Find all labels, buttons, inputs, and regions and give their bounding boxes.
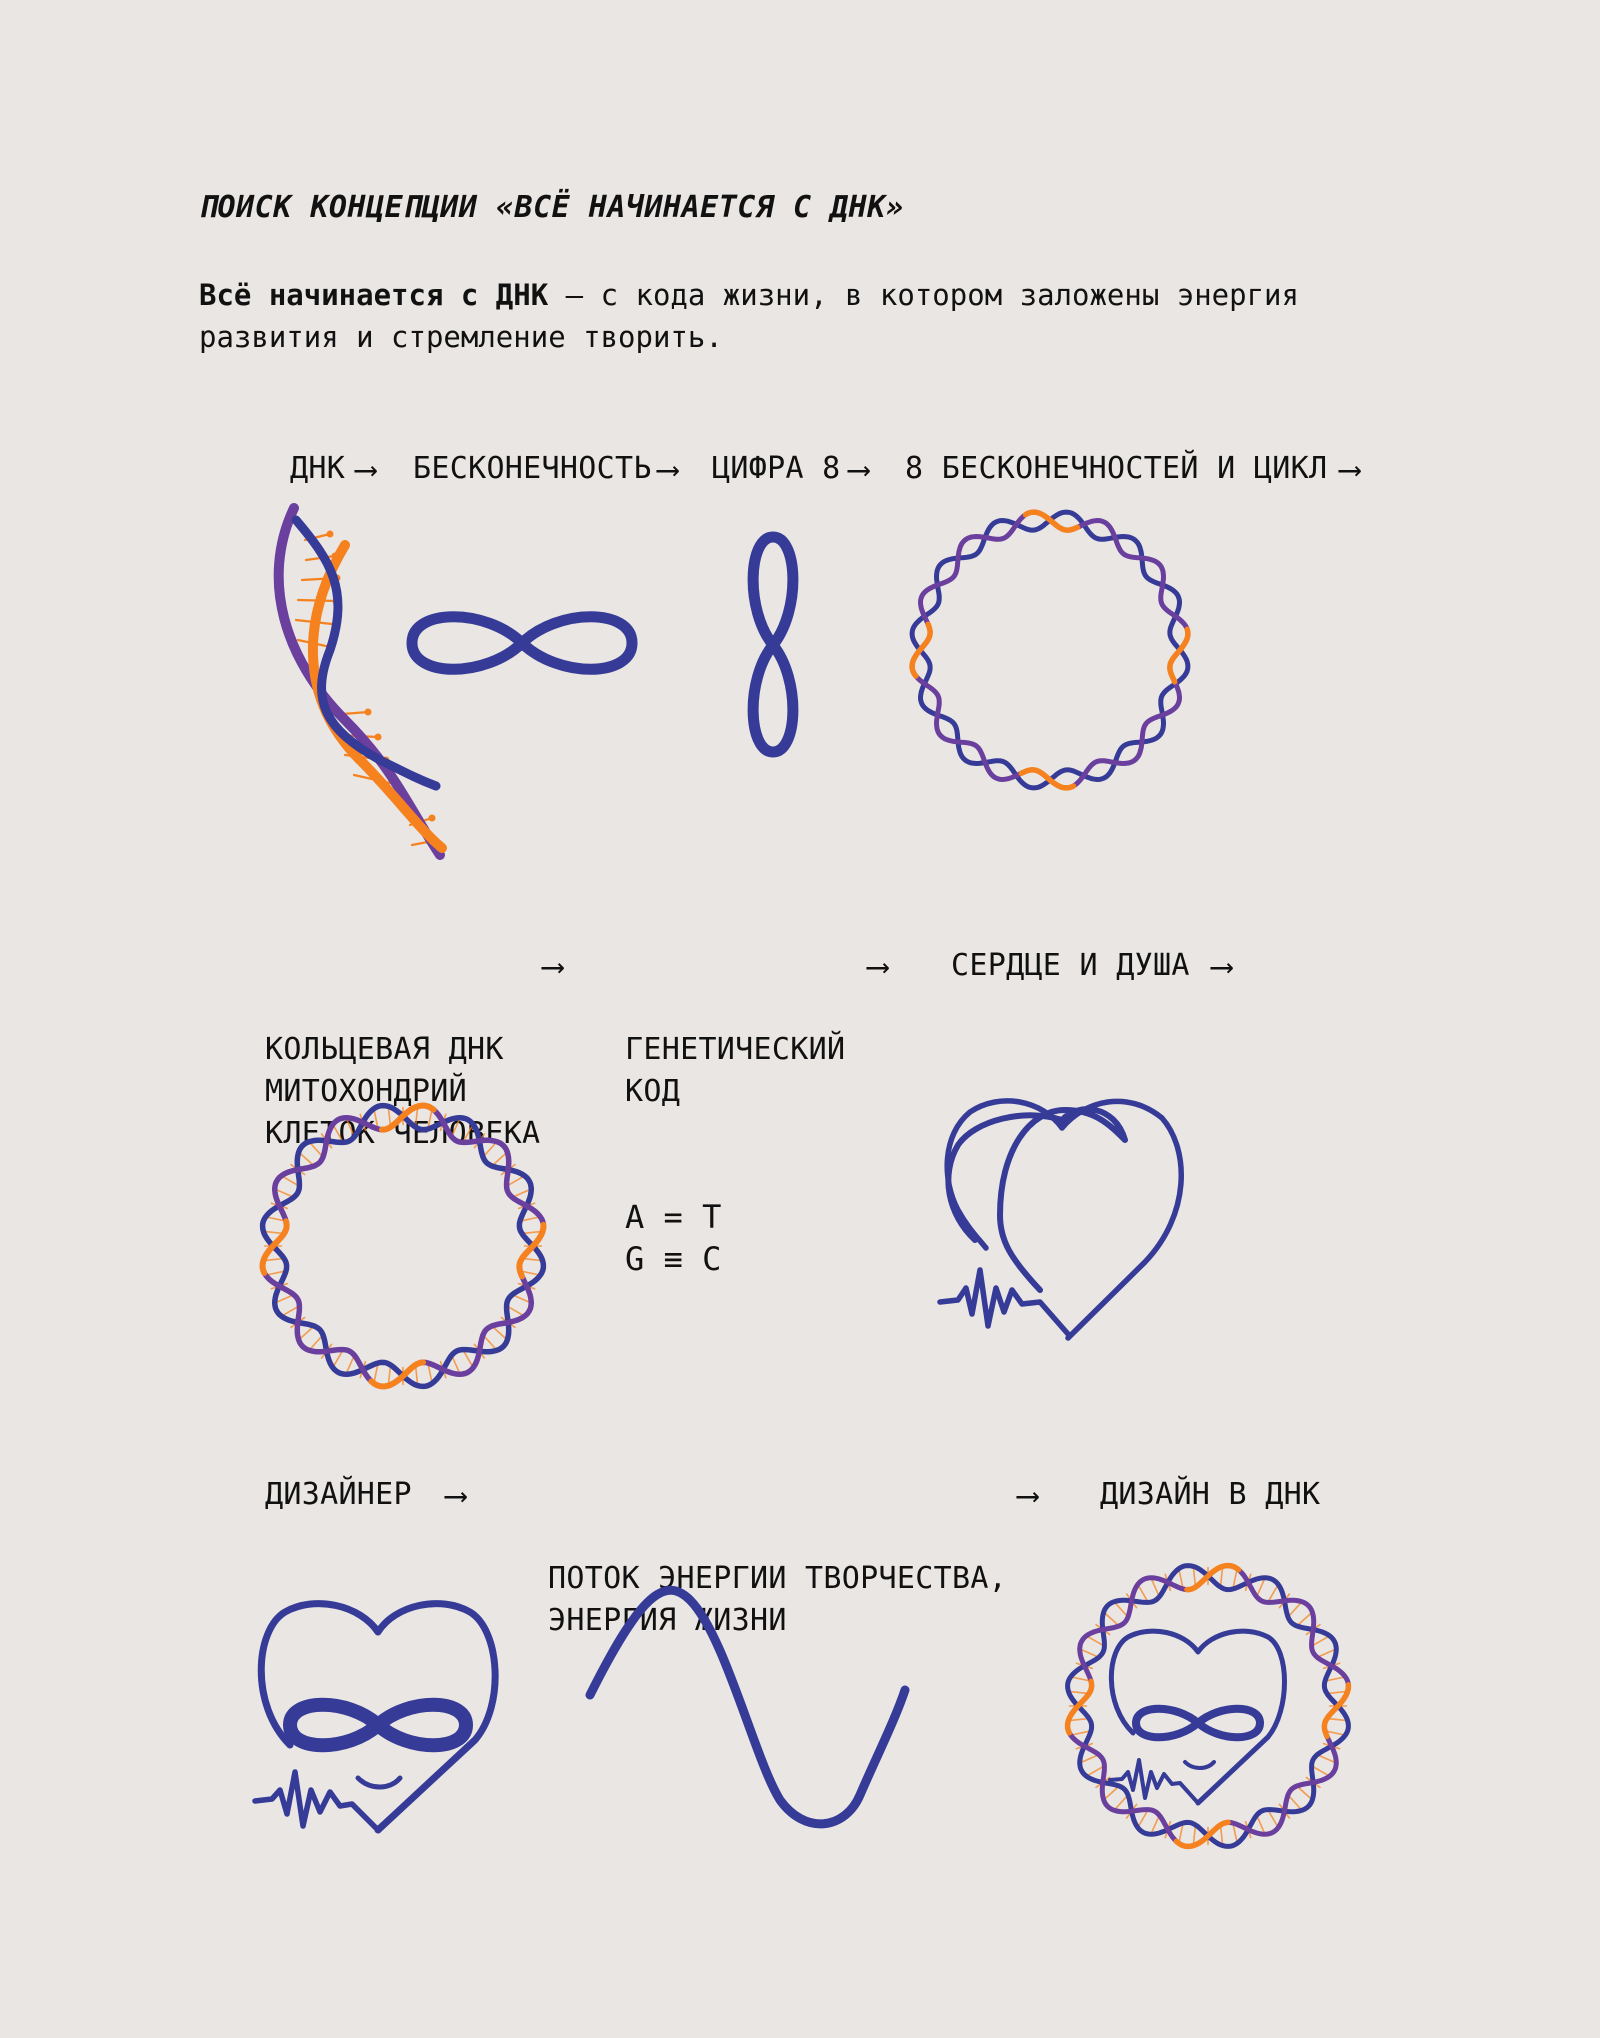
base-pair-rung (428, 1111, 431, 1127)
page-title: ПОИСК КОНЦЕПЦИИ «ВСЁ НАЧИНАЕТСЯ С ДНК» (199, 190, 905, 225)
digit-eight-icon (753, 537, 793, 752)
base-pair-rung (265, 1232, 282, 1234)
base-pair-rung (1115, 1796, 1126, 1808)
base-pair-rung (416, 1367, 418, 1384)
base-pair-rung (493, 1327, 505, 1338)
base-pair-rung (1257, 1580, 1264, 1595)
base-pair-rung (514, 1295, 529, 1302)
base-pair-rung (1329, 1719, 1346, 1721)
base-pair-rung (1221, 1827, 1223, 1844)
base-pair-rung (1082, 1755, 1097, 1762)
base-pair-rung (1070, 1719, 1087, 1721)
base-pair-rung (347, 1357, 354, 1372)
base-pair-rung (464, 1126, 472, 1141)
helix-ring-icon (912, 512, 1188, 788)
helix-strand-a (912, 512, 1188, 788)
base-pair-rung (1179, 1825, 1182, 1841)
heart-pulse-icon (948, 1109, 1125, 1290)
helix-strand-b (912, 512, 1188, 788)
base-pair-rung (1082, 1650, 1097, 1657)
base-pair-rung (464, 1351, 472, 1366)
base-pair-rung (1327, 1731, 1343, 1734)
label-dna: ДНК (290, 451, 346, 486)
helix-strand-b (263, 1106, 544, 1387)
helix-strand-b (1068, 1566, 1349, 1847)
designer-heart-icon (255, 1604, 495, 1830)
arrow-5: ⟶ (543, 947, 563, 985)
base-pair-rung (1319, 1650, 1334, 1657)
base-pair-rung (452, 1120, 459, 1135)
base-pair-rung (1070, 1692, 1087, 1694)
base-pair-rung (334, 1126, 342, 1141)
circular-dna-icon (263, 1106, 544, 1387)
base-pair-rung (1105, 1787, 1117, 1798)
label-design-in-dna: ДИЗАЙН В ДНК (1100, 1477, 1321, 1512)
base-pair-rung (277, 1295, 292, 1302)
helix-highlight (263, 1221, 287, 1273)
label-designer: ДИЗАЙНЕР (265, 1477, 412, 1512)
base-pair-rung (334, 1351, 342, 1366)
base-pair-rung (1233, 1571, 1236, 1587)
label-circular-dna: КОЛЬЦЕВАЯ ДНК МИТОХОНДРИЙ КЛЕТОК ЧЕЛОВЕКА (265, 1032, 541, 1151)
label-digit-8: ЦИФРА 8 (712, 451, 841, 486)
base-pair-rung (1105, 1613, 1117, 1624)
base-pair-rung (1088, 1637, 1103, 1645)
arrow-4: ⟶ (1340, 450, 1360, 488)
base-pair-rung (522, 1271, 538, 1274)
base-pair-rung (389, 1367, 391, 1384)
energy-wave-icon (590, 1590, 905, 1824)
helix-strand-a (263, 1106, 544, 1387)
base-pair-rung (300, 1153, 312, 1164)
arrow-1: ⟶ (356, 450, 376, 488)
base-pair-rung (1289, 1603, 1300, 1615)
base-pair-rung (1139, 1586, 1147, 1601)
base-pair-rung (283, 1177, 298, 1185)
base-pair-rung (300, 1327, 312, 1338)
infinity-icon (412, 617, 632, 670)
base-pair-rung (374, 1365, 377, 1381)
base-pair-rung (310, 1143, 321, 1155)
base-pair-rung (1088, 1767, 1103, 1775)
helix-strand-a (1068, 1566, 1349, 1847)
base-pair-rung (1269, 1586, 1277, 1601)
base-pair-rung (1194, 1568, 1196, 1585)
arrow-7: ⟶ (1212, 947, 1232, 985)
genetic-code-pairs: A = T G ≡ C (625, 1198, 722, 1278)
base-pair-rung (1139, 1811, 1147, 1826)
base-pair-rung (1289, 1796, 1300, 1808)
base-pair-rung (428, 1365, 431, 1381)
base-pair-rung (522, 1217, 538, 1220)
base-pair-rung (1194, 1827, 1196, 1844)
label-energy-flow: ПОТОК ЭНЕРГИИ ТВОРЧЕСТВА, ЭНЕРГИЯ ЖИЗНИ (548, 1561, 1008, 1638)
arrow-3: ⟶ (849, 450, 869, 488)
base-pair-rung (1179, 1571, 1182, 1587)
base-pair-rung (277, 1190, 292, 1197)
base-pair-rung (1329, 1692, 1346, 1694)
base-pair-rung (1257, 1817, 1264, 1832)
helix-highlight (912, 624, 930, 676)
base-pair-rung (283, 1307, 298, 1315)
base-pair-rung (1269, 1811, 1277, 1826)
base-pair-rung (1221, 1568, 1223, 1585)
intro-bold: Всё начинается с ДНК (199, 278, 549, 312)
helix-highlight (1068, 1681, 1092, 1733)
base-pair-rung (1298, 1787, 1310, 1798)
base-pair-rung (416, 1108, 418, 1125)
label-heart-soul: СЕРДЦЕ И ДУША (951, 948, 1190, 983)
label-infinity: БЕСКОНЕЧНОСТЬ (413, 451, 652, 486)
base-pair-rung (452, 1357, 459, 1372)
base-pair-rung (1233, 1825, 1236, 1841)
arrow-8: ⟶ (446, 1476, 466, 1514)
base-pair-rung (484, 1143, 495, 1155)
base-pair-rung (268, 1217, 284, 1220)
base-pair-rung (1152, 1817, 1159, 1832)
base-pair-rung (484, 1336, 495, 1348)
base-pair-rung (1152, 1580, 1159, 1595)
base-pair-rung (508, 1177, 523, 1185)
label-8-infinities: 8 БЕСКОНЕЧНОСТЕЙ И ЦИКЛ (905, 451, 1328, 486)
base-pair-rung (508, 1307, 523, 1315)
base-pair-rung (1313, 1637, 1328, 1645)
design-in-dna-ring-icon (1068, 1566, 1349, 1847)
base-pair-rung (347, 1120, 354, 1135)
base-pair-rung (1115, 1603, 1126, 1615)
base-pair-rung (493, 1153, 505, 1164)
dna-helix-icon (279, 508, 442, 855)
arrow-6: ⟶ (868, 947, 888, 985)
arrow-2: ⟶ (658, 450, 678, 488)
heart-outline (940, 1101, 1181, 1338)
base-pair-rung (374, 1111, 377, 1127)
design-in-dna-heart (1110, 1631, 1285, 1803)
base-pair-rung (524, 1259, 541, 1261)
base-pair-rung (1319, 1755, 1334, 1762)
base-pair-rung (1073, 1677, 1089, 1680)
label-genetic-code: ГЕНЕТИЧЕСКИЙ КОД (625, 1032, 846, 1109)
base-pair-rung (310, 1336, 321, 1348)
base-pair-rung (1298, 1613, 1310, 1624)
base-pair-rung (389, 1108, 391, 1125)
base-pair-rung (514, 1190, 529, 1197)
base-pair-rung (524, 1232, 541, 1234)
base-pair-rung (1073, 1731, 1089, 1734)
arrow-9: ⟶ (1018, 1476, 1038, 1514)
base-pair-rung (1327, 1677, 1343, 1680)
intro-rest: — с кода жизни, в котором заложены энергия развития и стремление творить. (199, 278, 1299, 354)
base-pair-rung (1313, 1767, 1328, 1775)
base-pair-rung (265, 1259, 282, 1261)
base-pair-rung (268, 1271, 284, 1274)
